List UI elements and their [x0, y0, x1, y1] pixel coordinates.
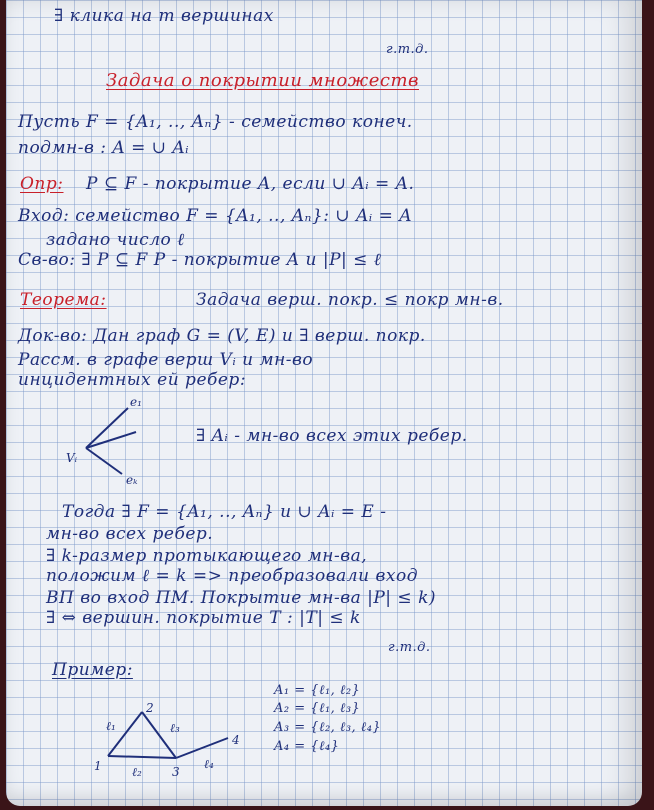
label-ek: eₖ: [126, 473, 138, 487]
node-1: 1: [94, 759, 102, 773]
qed-1: г.т.д.: [386, 42, 429, 57]
theorem-label: Теорема:: [20, 290, 107, 310]
transform-line: положим ℓ = k => преобразовали вход: [46, 566, 418, 586]
node-4: 4: [232, 733, 240, 747]
edge-label-l4: ℓ₄: [204, 757, 214, 771]
example-set-a1: A₁ = {ℓ₁, ℓ₂}: [274, 683, 361, 698]
edge-label-l1: ℓ₁: [106, 719, 116, 733]
node-3: 3: [172, 765, 180, 779]
label-e1: e₁: [130, 395, 142, 409]
given-number-line: задано число ℓ: [46, 230, 185, 250]
notebook-page: [6, 0, 642, 806]
example-set-a4: A₄ = {ℓ₄}: [274, 739, 340, 754]
edge-label-l3: ℓ₃: [170, 721, 180, 735]
qed-2: г.т.д.: [388, 640, 431, 655]
label-vi: Vᵢ: [66, 451, 78, 465]
incident-edges-sketch: [56, 390, 166, 490]
property-line: Св-во: ∃ P ⊆ F P - покрытие A и |P| ≤ ℓ: [18, 250, 382, 270]
then-line: Тогда ∃ F = {A₁, .., Aₙ} и ∪ Aᵢ = E -: [62, 502, 387, 522]
example-label: Пример:: [52, 660, 133, 680]
example-set-a2: A₂ = {ℓ₁, ℓ₃}: [274, 701, 361, 716]
definition-text: P ⊆ F - покрытие A, если ∪ Aᵢ = A.: [86, 174, 415, 194]
k-size-line: ∃ k-размер протыкающего мн-ва,: [46, 546, 368, 566]
input-conversion-line: ВП во вход ПМ. Покрытие мн-ва |P| ≤ k): [46, 588, 437, 608]
edge-l2: [108, 756, 176, 758]
node-2: 2: [146, 701, 154, 715]
let-line: Пусть F = {A₁, .., Aₙ} - семейство конеч.: [18, 112, 413, 132]
proof-line-1: Док-во: Дан граф G = (V, E) и ∃ верш. покр.: [18, 326, 426, 346]
set-of-edges-line: ∃ Aᵢ - мн-во всех этих ребер.: [196, 426, 468, 446]
clique-line: ∃ клика на m вершинах: [54, 6, 274, 26]
edge-l3: [142, 712, 176, 758]
section-title: Задача о покрытии множеств: [106, 70, 419, 91]
definition-label: Опр:: [20, 174, 64, 194]
subsets-line: подмн-в : A = ∪ Aᵢ: [18, 138, 190, 158]
proof-line-2: Рассм. в графе верш Vᵢ и мн-во: [18, 350, 314, 370]
all-edges-line: мн-во всех ребер.: [46, 524, 214, 544]
input-line: Вход: семейство F = {A₁, .., Aₙ}: ∪ Aᵢ = A: [18, 206, 413, 226]
proof-line-3: инцидентных ей ребер:: [18, 370, 247, 390]
edge-l4: [176, 738, 228, 758]
example-graph: [86, 700, 256, 790]
edge-label-l2: ℓ₂: [132, 765, 142, 779]
example-set-a3: A₃ = {ℓ₂, ℓ₃, ℓ₄}: [274, 720, 382, 735]
theorem-text: Задача верш. покр. ≤ покр мн-в.: [196, 290, 504, 310]
equivalence-line: ∃ ⇔ вершин. покрытие T : |T| ≤ k: [46, 608, 361, 628]
